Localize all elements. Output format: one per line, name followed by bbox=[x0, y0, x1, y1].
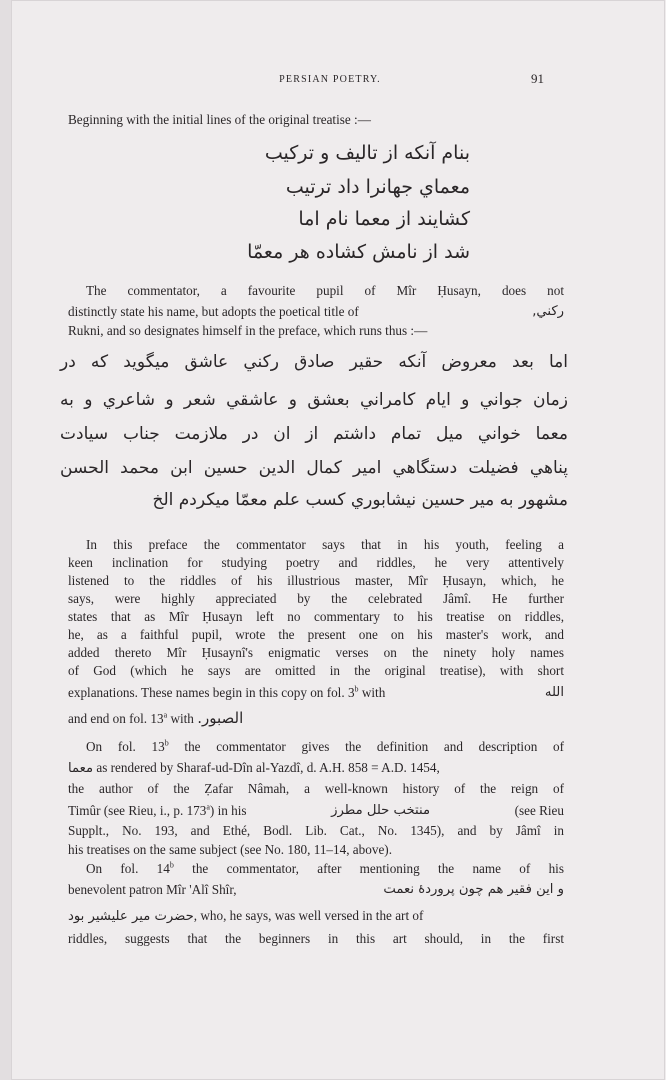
paragraph-line: Supplt., No. 193, and Ethé, Bodl. Lib. Cat., No. 1345), and by Jâmî in bbox=[68, 823, 564, 838]
running-title: PERSIAN POETRY. bbox=[279, 74, 381, 85]
text-span: the commentator, after mentioning the name of his bbox=[173, 861, 564, 876]
paragraph-line: Rukni, and so designates himself in the preface, which runs thus :— bbox=[68, 323, 428, 338]
paragraph-line: keen inclination for studying poetry and riddles, he very attentively bbox=[68, 555, 564, 570]
paragraph-line bbox=[68, 801, 564, 820]
paragraph-line: added thereto Mîr Ḥusaynî's enigmatic verses on the ninety holy names bbox=[68, 645, 564, 660]
paragraph-line: the author of the Ẓafar Nâmah, a well-known history of the reign of bbox=[68, 781, 564, 796]
paragraph-line bbox=[68, 906, 564, 926]
verse-line: بنام آنكه از تاليف و تركيب bbox=[264, 142, 470, 164]
arabic-term: الصبور. bbox=[197, 709, 244, 727]
text-span: Timûr (see Rieu, i., p. 173 bbox=[68, 803, 207, 818]
arabic-term: ركني, bbox=[532, 304, 564, 319]
paragraph-line: of God (which he says are omitted in the original treatise), with short bbox=[68, 663, 564, 678]
text-span: and end on fol. 13 bbox=[68, 711, 164, 726]
paragraph-line bbox=[68, 737, 564, 756]
intro-line: Beginning with the initial lines of the original treatise :— bbox=[68, 112, 371, 127]
persian-line: مشهور به مير حسين نيشابوري كسب علم معمّا ميكردم الخ bbox=[152, 490, 568, 510]
text-span: benevolent patron Mîr 'Alî Shîr, bbox=[68, 882, 237, 897]
paragraph-line bbox=[68, 880, 564, 899]
paragraph-line: says, were highly appreciated by the celebrated Jâmî. He further bbox=[68, 591, 564, 606]
persian-line: اما بعد معروض آنكه حقير صادق ركني عاشق ميگويد كه در bbox=[60, 352, 568, 372]
folio-side: b bbox=[164, 738, 169, 748]
text-span: with bbox=[358, 685, 386, 700]
arabic-term: منتخب حلل مطرز bbox=[331, 803, 431, 818]
folio-side: b bbox=[169, 860, 174, 870]
folio-side: a bbox=[206, 802, 210, 812]
paragraph-line bbox=[68, 709, 564, 728]
paragraph-line: listened to the riddles of his illustrious master, Mîr Ḥusayn, which, he bbox=[68, 573, 564, 588]
text-span: the commentator gives the definition and description of bbox=[168, 739, 564, 754]
paragraph-line: states that as Mîr Ḥusayn left no commentary to his treatise on riddles, bbox=[68, 609, 564, 624]
paragraph-line bbox=[68, 302, 564, 321]
folio-side: a bbox=[163, 710, 168, 720]
text-span: (see Rieu bbox=[514, 803, 564, 818]
arabic-term: معما bbox=[68, 761, 94, 776]
folio-side: b bbox=[354, 684, 359, 694]
page-number: 91 bbox=[531, 71, 544, 86]
arabic-term: و اين فقير هم چون پروردۀ نعمت bbox=[383, 882, 564, 897]
text-span: ) in his bbox=[209, 803, 247, 818]
paragraph-line: In this preface the commentator says that in his youth, feeling a bbox=[86, 537, 564, 552]
paragraph-line: riddles, suggests that the beginners in this art should, in the first bbox=[68, 931, 564, 946]
persian-line: معما خواني ميل تمام داشتم از ان در ملازمت جناب سيادت bbox=[60, 424, 568, 444]
verse-line: شد از نامش كشاده هر معمّا bbox=[247, 241, 470, 263]
text-span bbox=[68, 683, 385, 702]
verse-line: كشايند از معما نام اما bbox=[298, 208, 470, 230]
paragraph-line: he, as a faithful pupil, wrote the present one on his master's work, and bbox=[68, 627, 564, 642]
paragraph-line bbox=[68, 758, 564, 778]
paragraph-line: his treatises on the same subject (see No. 180, 11–14, above). bbox=[68, 842, 392, 857]
text-span bbox=[68, 801, 247, 820]
persian-line: پناهي فضيلت دستگاهي امير كمال الدين حسين ابن محمد الحسن bbox=[60, 458, 568, 478]
paragraph-line bbox=[68, 859, 564, 878]
text-span: explanations. These names begin in this copy on fol. 3 bbox=[68, 685, 355, 700]
text-span: as rendered by Sharaf-ud-Dîn al-Yazdî, d. A.H. 858 = A.D. 1454, bbox=[93, 760, 440, 775]
text-span: distinctly state his name, but adopts the poetical title of bbox=[68, 304, 359, 319]
text-span: , who, he says, was well versed in the art of bbox=[193, 908, 424, 923]
arabic-term: حضرت مير عليشير بود bbox=[68, 909, 194, 924]
text-span: On fol. 13 bbox=[86, 739, 165, 754]
arabic-term: الله bbox=[544, 685, 564, 700]
persian-line: زمان جواني و ايام كامراني بعشق و عاشقي شعر و شاعري و به bbox=[60, 390, 568, 410]
text-span: On fol. 14 bbox=[86, 861, 170, 876]
text-span: with bbox=[167, 711, 198, 726]
paragraph-line: The commentator, a favourite pupil of Mîr Ḥusayn, does not bbox=[86, 283, 564, 298]
paragraph-line bbox=[68, 683, 564, 702]
verse-line: معماي جهانرا داد ترتيب bbox=[285, 176, 470, 198]
